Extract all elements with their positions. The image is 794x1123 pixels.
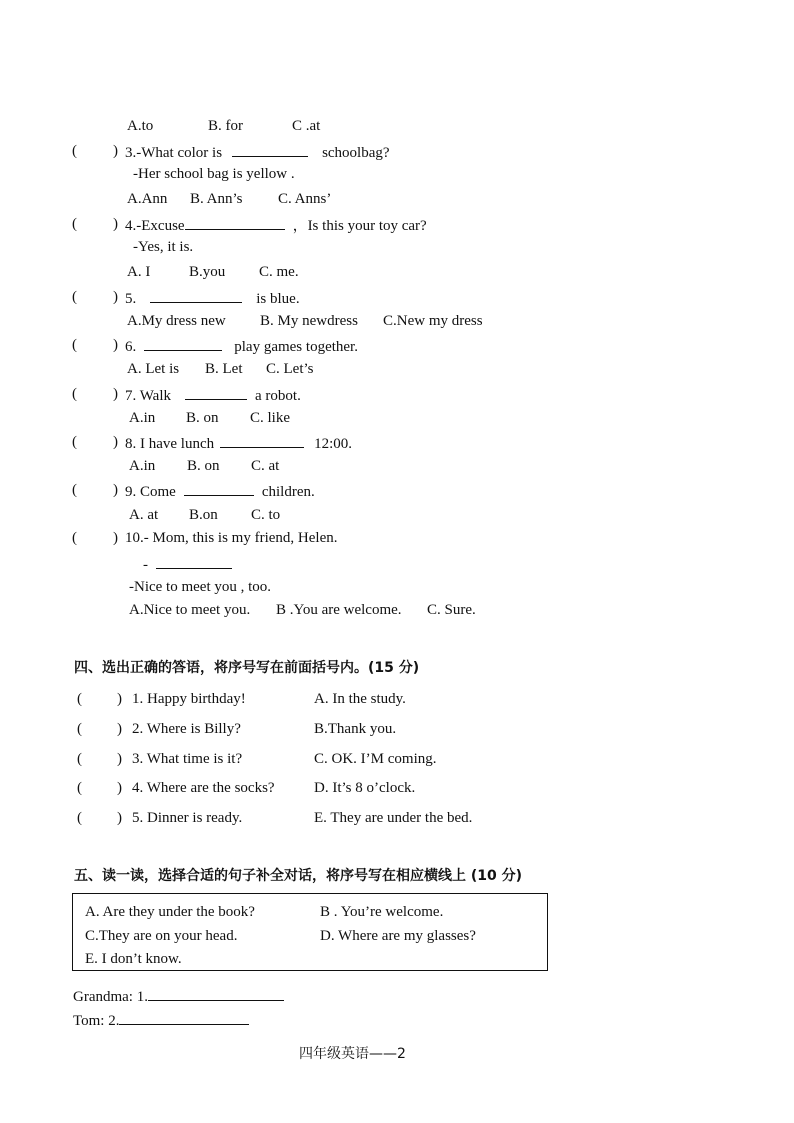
q4-option-b: B.you [189,264,226,280]
answer-blank[interactable] [185,387,247,400]
question-10-stem: 10.- Mom, this is my friend, Helen. [125,530,338,546]
stem-text: 5. [125,291,137,307]
q6-option-a: A. Let is [127,361,180,377]
answer-paren-close: ) [113,530,118,546]
match-answer: B.Thank you. [314,721,397,737]
box-choice-d: D. Where are my glasses? [320,928,476,944]
answer-paren-close: ) [117,721,122,737]
stem-text: schoolbag? [322,145,390,161]
answer-paren-open: ( [77,780,82,796]
answer-paren-open: ( [72,216,77,232]
match-answer: E. They are under the bed. [314,810,473,826]
answer-paren-open: ( [72,482,77,498]
q7-option-b: B. on [186,410,219,426]
q8-option-a: A.in [129,458,156,474]
question-6-stem [125,338,358,355]
box-choice-c: C.They are on your head. [85,928,238,944]
speaker-label: Tom: 2. [73,1013,120,1029]
answer-paren-close: ) [117,751,122,767]
answer-paren-close: ) [117,810,122,826]
dialogue-line-2 [73,1012,249,1029]
q4-option-c: C. me. [259,264,299,280]
speaker-label: Grandma: 1. [73,989,148,1005]
stem-text: 6. [125,339,137,355]
answer-blank[interactable] [150,290,242,303]
answer-blank[interactable] [232,144,308,157]
answer-paren-open: ( [77,810,82,826]
q2-option-a: A.to [127,118,154,134]
q10-option-a: A.Nice to meet you. [129,602,251,618]
box-choice-e: E. I don’t know. [85,951,182,967]
answer-paren-open: ( [77,751,82,767]
q4-option-a: A. I [127,264,151,280]
box-choice-a: A. Are they under the book? [85,904,255,920]
dialogue-line-1 [73,988,284,1005]
q3-option-a: A.Ann [127,191,168,207]
match-question: 4. Where are the socks? [132,780,275,796]
q9-option-b: B.on [189,507,218,523]
answer-paren-open: ( [72,143,77,159]
answer-paren-open: ( [72,530,77,546]
answer-paren-close: ) [113,482,118,498]
stem-text: ，Is this your toy car? [292,218,427,234]
question-9-stem [125,483,315,500]
q7-option-c: C. like [250,410,290,426]
stem-text: 4.-Excuse [125,218,185,234]
q2-option-c: C .at [292,118,321,134]
match-answer: C. OK. I’M coming. [314,751,437,767]
stem-text: play games together. [234,339,358,355]
question-5-stem [125,290,300,307]
stem-text: 8. I have lunch [125,436,215,452]
answer-blank[interactable] [144,338,222,351]
q9-option-c: C. to [251,507,281,523]
q10-option-c: C. Sure. [427,602,476,618]
answer-blank[interactable] [156,556,232,569]
q8-option-b: B. on [187,458,220,474]
answer-paren-close: ) [113,434,118,450]
question-3-stem [125,144,390,161]
q8-option-c: C. at [251,458,280,474]
q5-option-b: B. My newdress [260,313,358,329]
q6-option-c: C. Let’s [266,361,314,377]
answer-paren-close: ) [117,780,122,796]
answer-blank[interactable] [220,435,304,448]
answer-paren-close: ) [113,337,118,353]
answer-paren-close: ) [117,691,122,707]
question-3-reply: -Her school bag is yellow . [133,166,295,182]
match-answer: D. It’s 8 o’clock. [314,780,416,796]
stem-text: children. [261,484,315,500]
answer-paren-close: ) [113,386,118,402]
stem-text: 12:00. [314,436,353,452]
answer-blank[interactable] [184,483,254,496]
q10-option-b: B .You are welcome. [276,602,402,618]
answer-blank[interactable] [119,1012,249,1025]
answer-paren-open: ( [72,386,77,402]
answer-paren-open: ( [72,289,77,305]
q6-option-b: B. Let [205,361,243,377]
match-question: 1. Happy birthday! [132,691,246,707]
question-8-stem [125,435,352,452]
question-4-stem [125,217,427,234]
q2-option-b: B. for [208,118,243,134]
question-10-line3: -Nice to meet you , too. [129,579,272,595]
answer-paren-open: ( [72,337,77,353]
answer-blank[interactable] [185,217,285,230]
answer-paren-open: ( [77,721,82,737]
q7-option-a: A.in [129,410,156,426]
stem-text: a robot. [255,388,301,404]
q3-option-b: B. Ann’s [190,191,243,207]
question-10-reply-line [143,556,236,573]
question-4-reply: -Yes, it is. [133,239,194,255]
match-question: 5. Dinner is ready. [132,810,243,826]
answer-paren-open: ( [72,434,77,450]
section-4-heading: 四、选出正确的答语，将序号写在前面括号内。(15 分) [74,660,420,676]
q5-option-a: A.My dress new [127,313,226,329]
stem-text: is blue. [256,291,300,307]
answer-blank[interactable] [148,988,284,1001]
answer-paren-close: ) [113,289,118,305]
stem-text: 3.-What color is [125,145,223,161]
answer-paren-open: ( [77,691,82,707]
q5-option-c: C.New my dress [383,313,483,329]
stem-text: 9. Come [125,484,176,500]
q3-option-c: C. Anns’ [278,191,332,207]
box-choice-b: B . You’re welcome. [320,904,444,920]
match-question: 3. What time is it? [132,751,243,767]
q9-option-a: A. at [129,507,159,523]
answer-paren-close: ) [113,216,118,232]
section-5-heading: 五、读一读，选择合适的句子补全对话，将序号写在相应横线上 (10 分) [74,868,523,884]
match-question: 2. Where is Billy? [132,721,241,737]
page-footer: 四年级英语——2 [299,1046,406,1062]
match-answer: A. In the study. [314,691,406,707]
question-7-stem [125,387,301,404]
stem-text: 7. Walk [125,388,172,404]
answer-paren-close: ) [113,143,118,159]
dash-text: - [143,557,148,573]
